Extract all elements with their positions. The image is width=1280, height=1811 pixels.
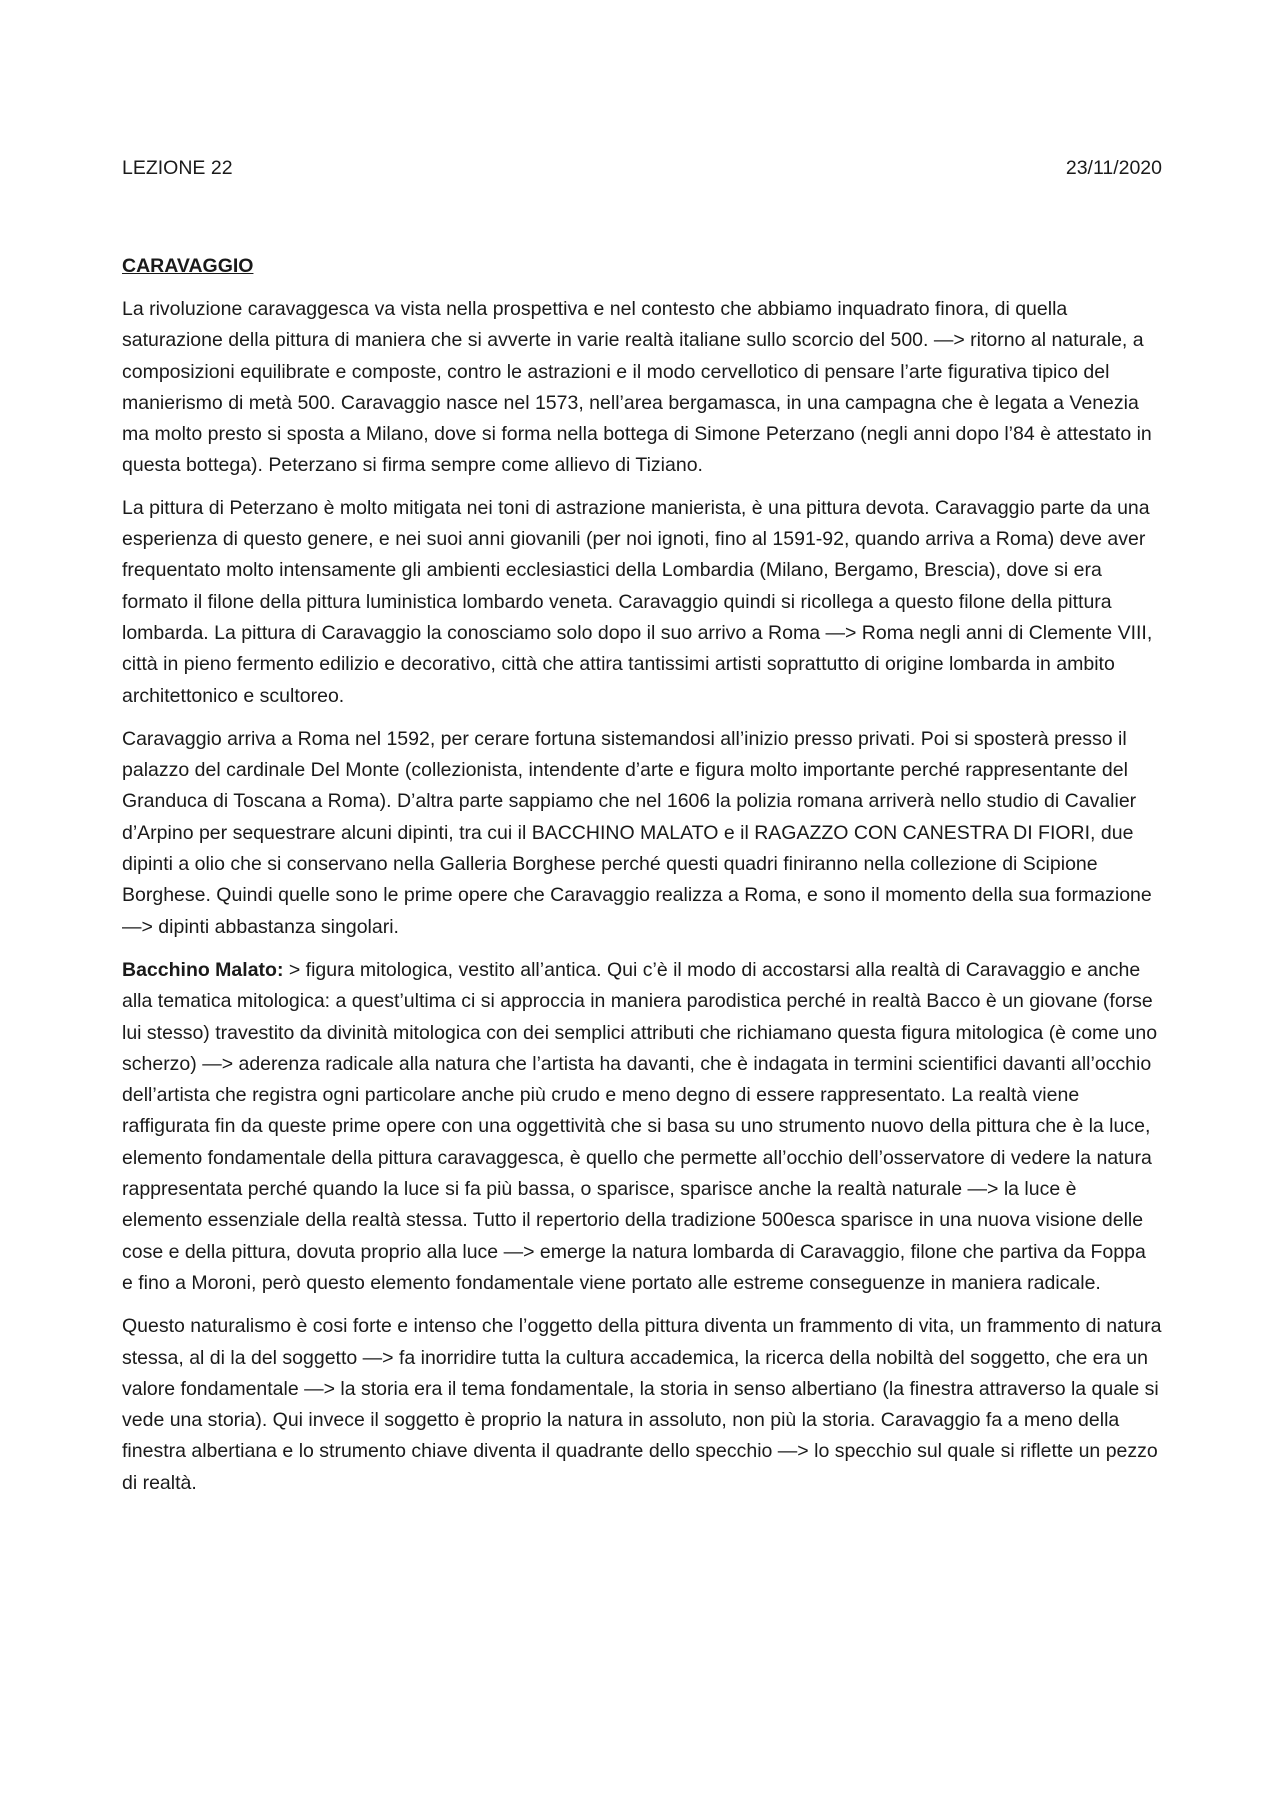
page-header bbox=[122, 156, 1162, 180]
paragraph-bacchino bbox=[122, 955, 1162, 1299]
section-title: CARAVAGGIO bbox=[122, 255, 254, 277]
lesson-date: 23/11/2020 bbox=[1065, 157, 1162, 179]
paragraph-rome-arrival: Caravaggio arriva a Roma nel 1592, per cerare fortuna sistemandosi all’inizio presso privati. Poi si sposterà presso il palazzo del cardinale Del Monte (collezionista, intendente d’arte e figura molto importante perché rappresentante del Granduca di Toscana a Roma). D’altra parte sappiamo che nel 1606 la polizia romana arriverà nello studio di Cavalier d’Arpino per sequestrare alcuni dipinti, tra cui il BACCHINO MALATO e il RAGAZZO CON CANESTRA DI FIORI, due dipinti a olio che si conservano nella Galleria Borghese perché questi quadri finiranno nella collezione di Scipione Borghese. Quindi quelle sono le prime opere che Caravaggio realizza a Roma, e sono il momento della sua formazione —> dipinti abbastanza singolari. bbox=[122, 727, 1152, 938]
paragraph-intro: La rivoluzione caravaggesca va vista nella prospettiva e nel contesto che abbiamo inquadrato finora, di quella saturazione della pittura di maniera che si avverte in varie realtà italiane sullo scorcio del 500. —> ritorno al naturale, a composizioni equilibrate e composte, contro le astrazioni e il modo cervellotico di pensare l’arte figurativa tipico del manierismo di metà 500. Caravaggio nasce nel 1573, nell’area bergamasca, in una campagna che è legata a Venezia ma molto presto si sposta a Milano, dove si forma nella bottega di Simone Peterzano (negli anni dopo l’84 è attestato in questa bottega). Peterzano si firma sempre come allievo di Tiziano. bbox=[122, 298, 1152, 477]
paragraph-naturalism: Questo naturalismo è cosi forte e intenso che l’oggetto della pittura diventa un frammento di vita, un frammento di natura stessa, al di la del soggetto —> fa inorridire tutta la cultura accademica, la ricerca della nobiltà del soggetto, che era un valore fondamentale —> la storia era il tema fondamentale, la storia in senso albertiano (la finestra attraverso la quale si vede una storia). Qui invece il soggetto è proprio la natura in assoluto, non più la storia. Caravaggio fa a meno della finestra albertiana e lo strumento chiave diventa il quadrante dello specchio —> lo specchio sul quale si riflette un pezzo di realtà. bbox=[122, 1315, 1162, 1494]
bacchino-body: > figura mitologica, vestito all’antica. Qui c’è il modo di accostarsi alla realtà di Caravaggio e anche alla tematica mitologica: a quest’ultima ci si approccia in maniera parodistica perché in realtà Bacco è un giovane (forse lui stesso) travestito da divinità mitologica con dei semplici attributi che richiamano questa figura mitologica (è come uno scherzo) —> aderenza radicale alla natura che l’artista ha davanti, che è indagata in termini scientifici davanti all’occhio dell’artista che registra ogni particolare anche più crudo e meno degno di essere rappresentato. La realtà viene raffigurata fin da queste prime opere con una oggettività che si basa su uno strumento nuovo della pittura che è la luce, elemento fondamentale della pittura caravaggesca, è quello che permette all’occhio dell’osservatore di vedere la natura rappresentata perché quando la luce si fa più bassa, o sparisce, sparisce anche la realtà naturale —> la luce è elemento essenziale della realtà stessa. Tutto il repertorio della tradizione 500esca sparisce in una nuova visione delle cose e della pittura, dovuta proprio alla luce —> emerge la natura lombarda di Caravaggio, filone che partiva da Foppa e fino a Moroni, però questo elemento fondamentale viene portato alle estreme conseguenze in maniera radicale. bbox=[122, 958, 1158, 1294]
paragraph-peterzano: La pittura di Peterzano è molto mitigata nei toni di astrazione manierista, è una pittura devota. Caravaggio parte da una esperienza di questo genere, e nei suoi anni giovanili (per noi ignoti, fino al 1591-92, quando arriva a Roma) deve aver frequentato molto intensamente gli ambienti ecclesiastici della Lombardia (Milano, Bergamo, Brescia), dove si era formato il filone della pittura luministica lombardo veneta. Caravaggio quindi si ricollega a questo filone della pittura lombarda. La pittura di Caravaggio la conosciamo solo dopo il suo arrivo a Roma —> Roma negli anni di Clemente VIII, città in pieno fermento edilizio e decorativo, città che attira tantissimi artisti soprattutto di origine lombarda in ambito architettonico e scultoreo. bbox=[122, 496, 1153, 707]
bacchino-heading: Bacchino Malato: bbox=[122, 958, 284, 981]
document-page bbox=[122, 156, 1162, 1499]
lesson-label: LEZIONE 22 bbox=[122, 157, 233, 179]
